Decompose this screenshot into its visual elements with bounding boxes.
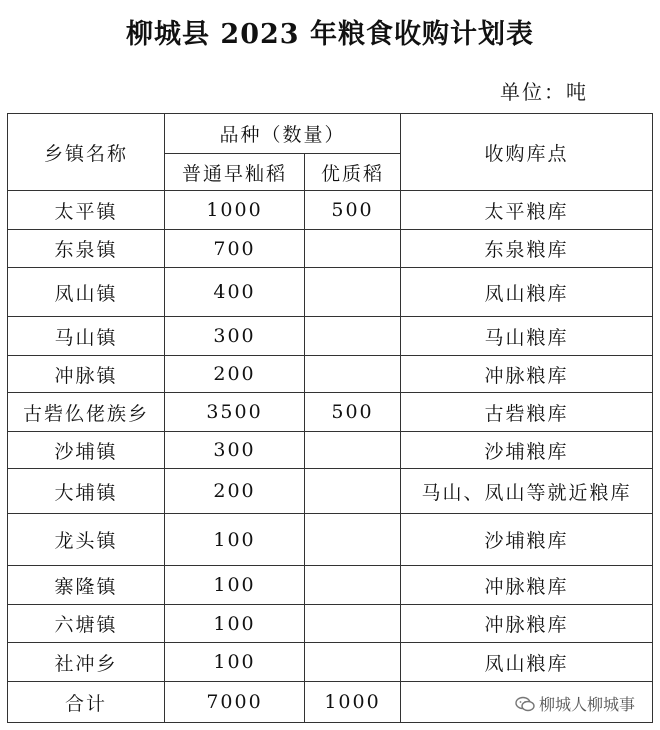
early-rice-cell: 1000 xyxy=(165,191,305,230)
header-variety: 品种（数量） xyxy=(165,114,401,154)
town-cell: 大埔镇 xyxy=(8,469,165,514)
quality-rice-cell xyxy=(305,566,401,605)
quality-rice-cell xyxy=(305,432,401,469)
depot-cell: 马山粮库 xyxy=(401,317,653,356)
table-row xyxy=(8,268,653,317)
quality-rice-cell xyxy=(305,514,401,566)
town-cell: 六塘镇 xyxy=(8,605,165,643)
quality-rice-cell xyxy=(305,230,401,268)
quality-rice-cell xyxy=(305,317,401,356)
town-cell: 太平镇 xyxy=(8,191,165,230)
table-row xyxy=(8,191,653,230)
table-row xyxy=(8,393,653,432)
quality-rice-cell xyxy=(305,268,401,317)
total-early: 7000 xyxy=(165,682,305,723)
town-cell: 龙头镇 xyxy=(8,514,165,566)
quality-rice-cell: 500 xyxy=(305,191,401,230)
header-row-1 xyxy=(8,114,653,154)
early-rice-cell: 100 xyxy=(165,566,305,605)
table-row xyxy=(8,514,653,566)
early-rice-cell: 200 xyxy=(165,356,305,393)
watermark xyxy=(515,692,635,715)
table-row xyxy=(8,643,653,682)
total-quality: 1000 xyxy=(305,682,401,723)
early-rice-cell: 300 xyxy=(165,317,305,356)
depot-cell: 沙埔粮库 xyxy=(401,432,653,469)
town-cell: 古砦仫佬族乡 xyxy=(8,393,165,432)
table-row xyxy=(8,230,653,268)
table-row xyxy=(8,356,653,393)
early-rice-cell: 3500 xyxy=(165,393,305,432)
depot-cell: 太平粮库 xyxy=(401,191,653,230)
table-row xyxy=(8,605,653,643)
header-quality-rice: 优质稻 xyxy=(305,154,401,191)
early-rice-cell: 200 xyxy=(165,469,305,514)
table-row xyxy=(8,432,653,469)
town-cell: 马山镇 xyxy=(8,317,165,356)
early-rice-cell: 100 xyxy=(165,514,305,566)
quality-rice-cell xyxy=(305,605,401,643)
depot-cell: 凤山粮库 xyxy=(401,643,653,682)
depot-cell: 凤山粮库 xyxy=(401,268,653,317)
purchase-plan-table xyxy=(7,113,653,723)
town-cell: 冲脉镇 xyxy=(8,356,165,393)
early-rice-cell: 100 xyxy=(165,643,305,682)
total-label: 合计 xyxy=(8,682,165,723)
town-cell: 沙埔镇 xyxy=(8,432,165,469)
quality-rice-cell: 500 xyxy=(305,393,401,432)
depot-cell: 古砦粮库 xyxy=(401,393,653,432)
town-cell: 寨隆镇 xyxy=(8,566,165,605)
table-row xyxy=(8,317,653,356)
early-rice-cell: 700 xyxy=(165,230,305,268)
early-rice-cell: 100 xyxy=(165,605,305,643)
header-depot: 收购库点 xyxy=(401,114,653,191)
table-row xyxy=(8,469,653,514)
header-early-rice: 普通早籼稻 xyxy=(165,154,305,191)
depot-cell: 冲脉粮库 xyxy=(401,566,653,605)
quality-rice-cell xyxy=(305,356,401,393)
early-rice-cell: 400 xyxy=(165,268,305,317)
depot-cell: 马山、凤山等就近粮库 xyxy=(401,469,653,514)
quality-rice-cell xyxy=(305,469,401,514)
town-cell: 社冲乡 xyxy=(8,643,165,682)
table-row xyxy=(8,566,653,605)
town-cell: 东泉镇 xyxy=(8,230,165,268)
page-title: 柳城县 2023 年粮食收购计划表 xyxy=(126,19,534,50)
town-cell: 凤山镇 xyxy=(8,268,165,317)
depot-cell: 东泉粮库 xyxy=(401,230,653,268)
early-rice-cell: 300 xyxy=(165,432,305,469)
table-body xyxy=(8,191,653,682)
depot-cell: 冲脉粮库 xyxy=(401,605,653,643)
header-town: 乡镇名称 xyxy=(8,114,165,191)
unit-label: 单位：吨 xyxy=(500,80,588,104)
depot-cell: 冲脉粮库 xyxy=(401,356,653,393)
watermark-text: 柳城人柳城事 xyxy=(539,695,636,714)
wechat-icon xyxy=(515,696,535,712)
quality-rice-cell xyxy=(305,643,401,682)
depot-cell: 沙埔粮库 xyxy=(401,514,653,566)
